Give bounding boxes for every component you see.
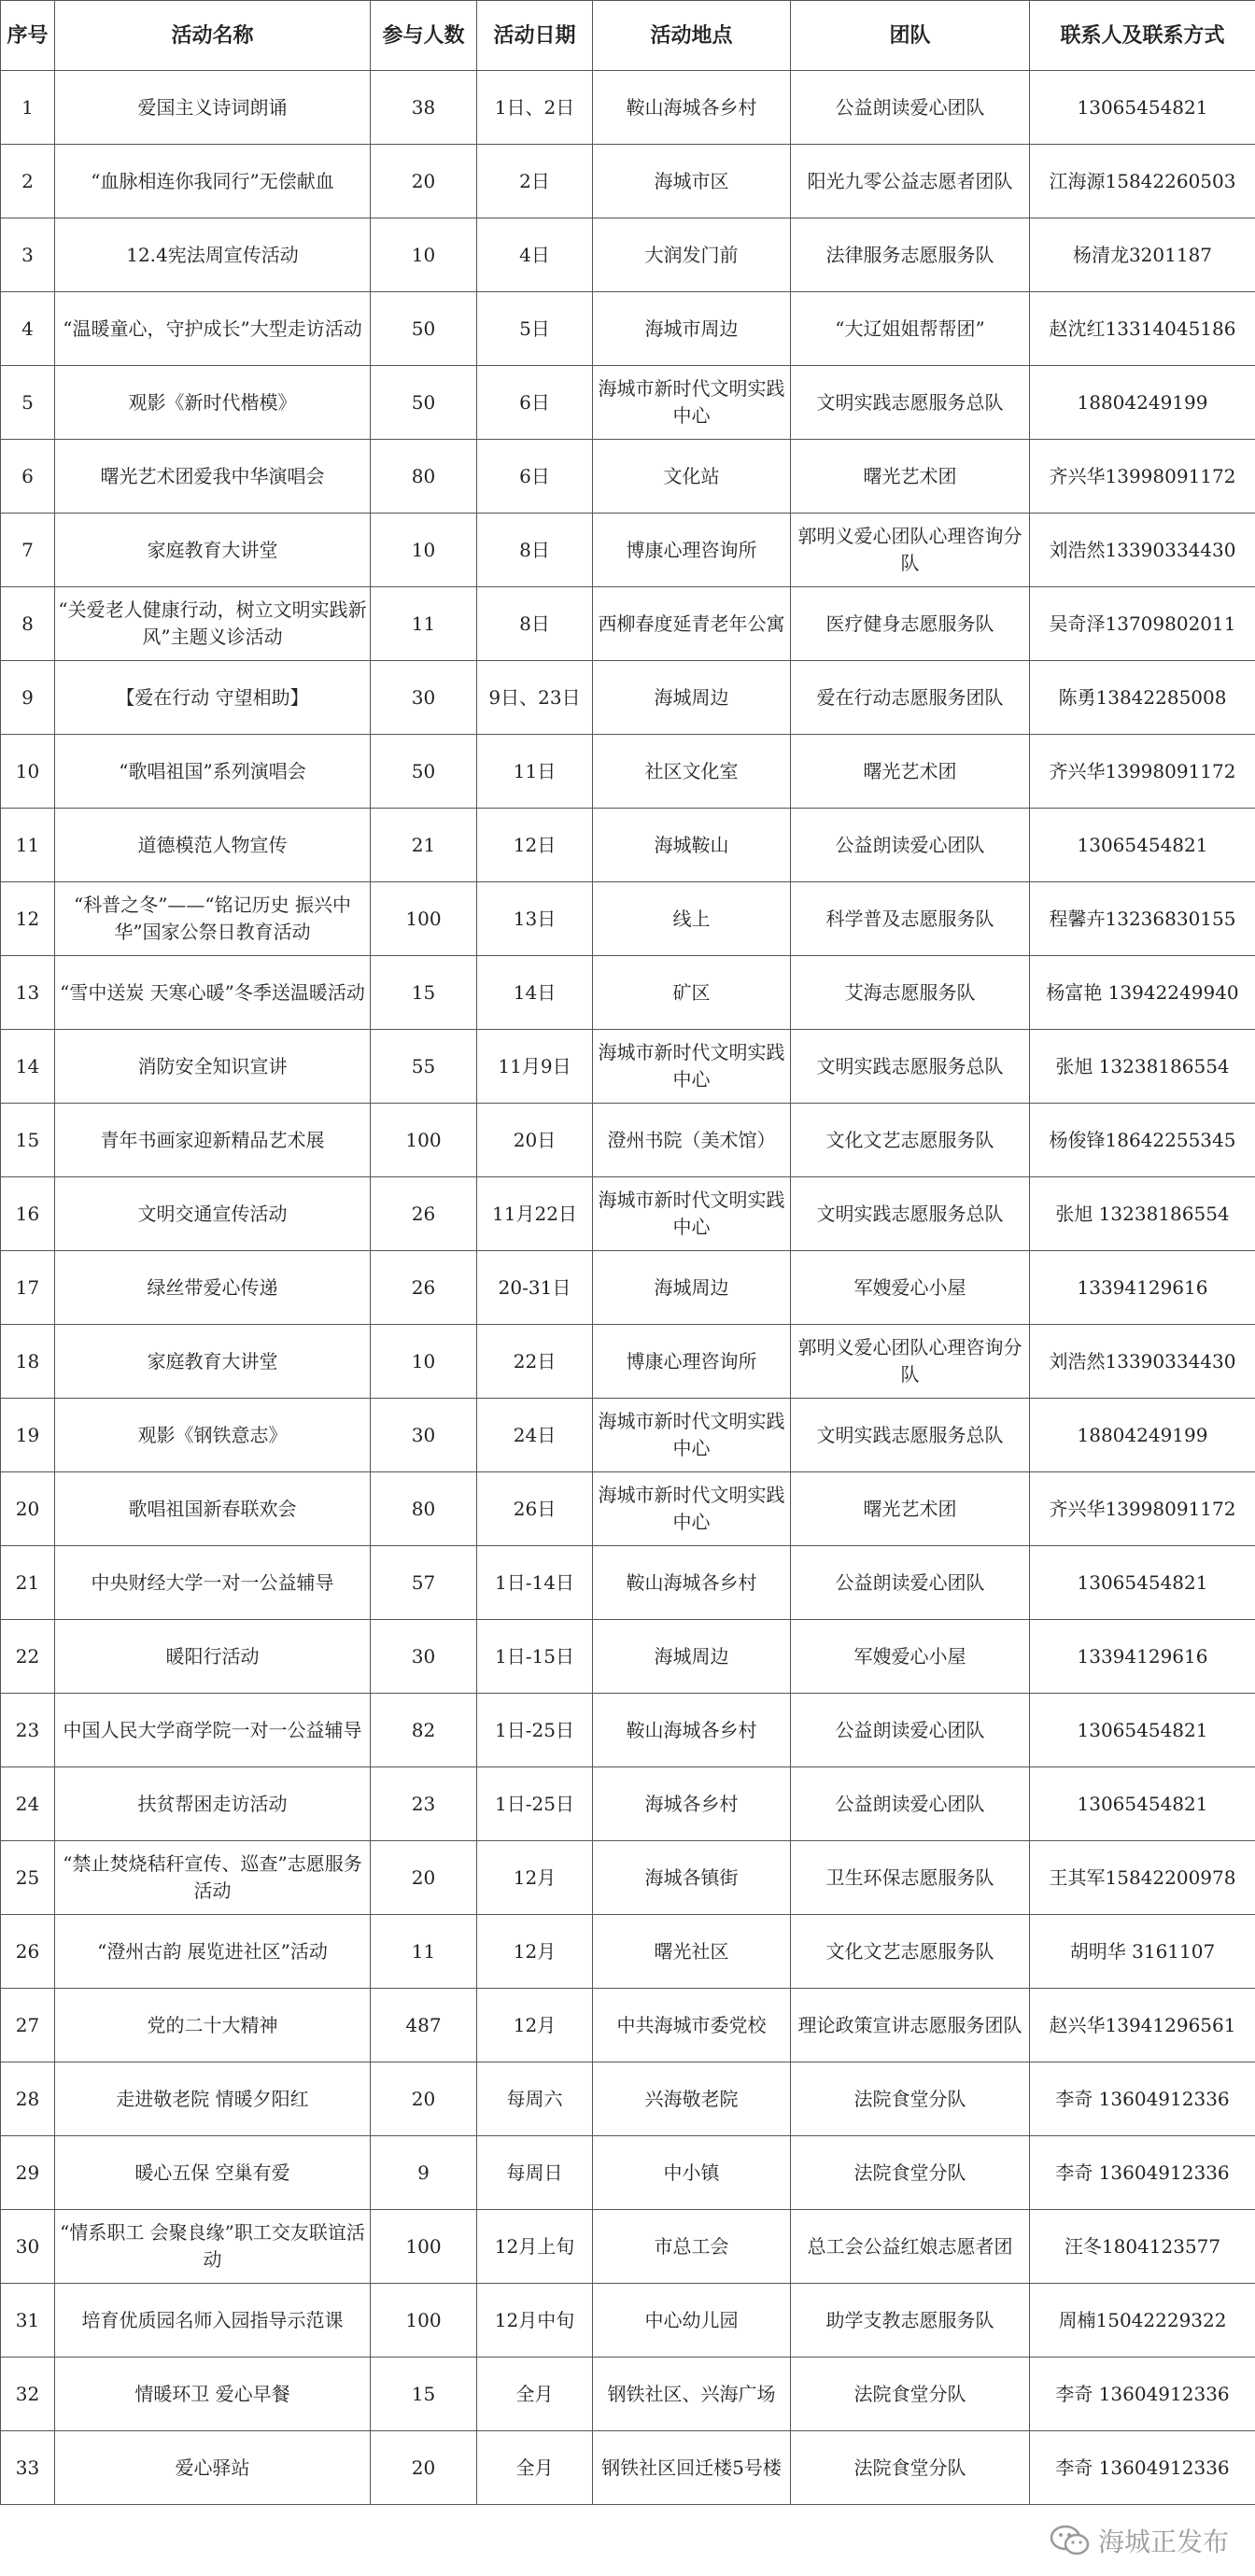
cell-activity-name: “科普之冬”——“铭记历史 振兴中华”国家公祭日教育活动 (55, 882, 371, 956)
cell-participants: 30 (371, 661, 477, 735)
cell-location: 海城市新时代文明实践中心 (593, 1472, 791, 1546)
table-row (1, 956, 1255, 1030)
table-row (1, 514, 1255, 587)
table-row (1, 366, 1255, 440)
cell-location: 市总工会 (593, 2210, 791, 2284)
table-body (1, 71, 1255, 2505)
cell-team: 郭明义爱心团队心理咨询分队 (791, 1325, 1030, 1399)
cell-participants: 9 (371, 2136, 477, 2210)
header-participants: 参与人数 (371, 1, 477, 71)
cell-participants: 487 (371, 1989, 477, 2062)
cell-team: 文化文艺志愿服务队 (791, 1915, 1030, 1989)
cell-activity-date: 12月上旬 (477, 2210, 593, 2284)
cell-activity-date: 24日 (477, 1399, 593, 1472)
table-row (1, 882, 1255, 956)
cell-team: 阳光九零公益志愿者团队 (791, 145, 1030, 218)
cell-participants: 20 (371, 2062, 477, 2136)
cell-contact: 汪冬1804123577 (1030, 2210, 1255, 2284)
table-row (1, 1251, 1255, 1325)
cell-activity-name: 爱国主义诗词朗诵 (55, 71, 371, 145)
cell-location: 中心幼儿园 (593, 2284, 791, 2358)
cell-location: 中共海城市委党校 (593, 1989, 791, 2062)
cell-row-index: 32 (1, 2358, 55, 2431)
cell-location: 海城市新时代文明实践中心 (593, 1399, 791, 1472)
cell-location: 社区文化室 (593, 735, 791, 809)
cell-activity-date: 11月22日 (477, 1177, 593, 1251)
cell-location: 海城市区 (593, 145, 791, 218)
table-row (1, 1177, 1255, 1251)
cell-participants: 26 (371, 1251, 477, 1325)
watermark-text: 海城正发布 (1097, 2527, 1229, 2557)
cell-contact: 李奇 13604912336 (1030, 2136, 1255, 2210)
cell-team: 公益朗读爱心团队 (791, 71, 1030, 145)
cell-row-index: 27 (1, 1989, 55, 2062)
cell-team: 曙光艺术团 (791, 1472, 1030, 1546)
cell-team: 公益朗读爱心团队 (791, 1767, 1030, 1841)
table-row (1, 2431, 1255, 2505)
cell-activity-name: 文明交通宣传活动 (55, 1177, 371, 1251)
cell-location: 海城周边 (593, 1620, 791, 1694)
cell-row-index: 21 (1, 1546, 55, 1620)
cell-activity-name: 【爱在行动 守望相助】 (55, 661, 371, 735)
cell-participants: 50 (371, 735, 477, 809)
cell-contact: 周楠15042229322 (1030, 2284, 1255, 2358)
cell-contact: 吴奇泽13709802011 (1030, 587, 1255, 661)
cell-location: 博康心理咨询所 (593, 1325, 791, 1399)
cell-participants: 100 (371, 882, 477, 956)
cell-activity-date: 6日 (477, 440, 593, 514)
cell-participants: 30 (371, 1399, 477, 1472)
cell-activity-name: 家庭教育大讲堂 (55, 1325, 371, 1399)
cell-row-index: 31 (1, 2284, 55, 2358)
cell-team: 法院食堂分队 (791, 2062, 1030, 2136)
header-row (1, 1, 1255, 71)
cell-contact: 王其军15842200978 (1030, 1841, 1255, 1915)
cell-team: 助学支教志愿服务队 (791, 2284, 1030, 2358)
cell-participants: 38 (371, 71, 477, 145)
cell-contact: 张旭 13238186554 (1030, 1030, 1255, 1104)
cell-activity-date: 8日 (477, 514, 593, 587)
cell-team: 文化文艺志愿服务队 (791, 1104, 1030, 1177)
cell-location: 海城市新时代文明实践中心 (593, 1177, 791, 1251)
cell-team: 公益朗读爱心团队 (791, 809, 1030, 882)
cell-activity-name: 消防安全知识宣讲 (55, 1030, 371, 1104)
header-index: 序号 (1, 1, 55, 71)
cell-row-index: 24 (1, 1767, 55, 1841)
cell-activity-date: 22日 (477, 1325, 593, 1399)
cell-participants: 30 (371, 1620, 477, 1694)
cell-contact: 刘浩然13390334430 (1030, 514, 1255, 587)
table-row (1, 1694, 1255, 1767)
cell-participants: 20 (371, 145, 477, 218)
cell-location: 海城周边 (593, 661, 791, 735)
cell-team: 文明实践志愿服务总队 (791, 366, 1030, 440)
cell-activity-name: “温暖童心，守护成长”大型走访活动 (55, 292, 371, 366)
cell-location: 大润发门前 (593, 218, 791, 292)
cell-contact: 赵沈红13314045186 (1030, 292, 1255, 366)
table-row (1, 661, 1255, 735)
cell-row-index: 20 (1, 1472, 55, 1546)
cell-activity-name: 绿丝带爱心传递 (55, 1251, 371, 1325)
cell-activity-name: 歌唱祖国新春联欢会 (55, 1472, 371, 1546)
table-row (1, 735, 1255, 809)
wechat-icon (1050, 2525, 1091, 2556)
cell-activity-name: “歌唱祖国”系列演唱会 (55, 735, 371, 809)
cell-participants: 10 (371, 514, 477, 587)
cell-activity-date: 13日 (477, 882, 593, 956)
cell-activity-date: 12月 (477, 1915, 593, 1989)
cell-row-index: 17 (1, 1251, 55, 1325)
cell-location: 线上 (593, 882, 791, 956)
cell-team: 医疗健身志愿服务队 (791, 587, 1030, 661)
cell-activity-name: “血脉相连你我同行”无偿献血 (55, 145, 371, 218)
cell-row-index: 16 (1, 1177, 55, 1251)
cell-row-index: 12 (1, 882, 55, 956)
cell-participants: 11 (371, 1915, 477, 1989)
cell-participants: 80 (371, 1472, 477, 1546)
cell-activity-date: 全月 (477, 2358, 593, 2431)
cell-row-index: 1 (1, 71, 55, 145)
cell-contact: 13065454821 (1030, 1767, 1255, 1841)
cell-row-index: 26 (1, 1915, 55, 1989)
cell-activity-date: 每周日 (477, 2136, 593, 2210)
cell-activity-name: 中央财经大学一对一公益辅导 (55, 1546, 371, 1620)
cell-contact: 李奇 13604912336 (1030, 2358, 1255, 2431)
cell-contact: 赵兴华13941296561 (1030, 1989, 1255, 2062)
cell-team: 军嫂爱心小屋 (791, 1251, 1030, 1325)
cell-location: 海城周边 (593, 1251, 791, 1325)
cell-participants: 15 (371, 2358, 477, 2431)
cell-location: 钢铁社区回迁楼5号楼 (593, 2431, 791, 2505)
cell-activity-date: 14日 (477, 956, 593, 1030)
cell-team: 法院食堂分队 (791, 2431, 1030, 2505)
cell-activity-date: 全月 (477, 2431, 593, 2505)
cell-activity-name: 党的二十大精神 (55, 1989, 371, 2062)
cell-row-index: 30 (1, 2210, 55, 2284)
cell-activity-name: 培育优质园名师入园指导示范课 (55, 2284, 371, 2358)
cell-location: 兴海敬老院 (593, 2062, 791, 2136)
cell-contact: 18804249199 (1030, 366, 1255, 440)
cell-activity-date: 26日 (477, 1472, 593, 1546)
cell-team: 公益朗读爱心团队 (791, 1694, 1030, 1767)
cell-participants: 50 (371, 366, 477, 440)
cell-activity-date: 12月 (477, 1841, 593, 1915)
table-row (1, 2210, 1255, 2284)
cell-row-index: 6 (1, 440, 55, 514)
cell-team: 总工会公益红娘志愿者团 (791, 2210, 1030, 2284)
table-row (1, 1399, 1255, 1472)
cell-contact: 胡明华 3161107 (1030, 1915, 1255, 1989)
cell-row-index: 19 (1, 1399, 55, 1472)
cell-activity-date: 1日-14日 (477, 1546, 593, 1620)
cell-activity-name: 情暖环卫 爱心早餐 (55, 2358, 371, 2431)
cell-row-index: 5 (1, 366, 55, 440)
cell-location: 海城市周边 (593, 292, 791, 366)
cell-activity-name: 观影《新时代楷模》 (55, 366, 371, 440)
cell-team: 艾海志愿服务队 (791, 956, 1030, 1030)
cell-team: 郭明义爱心团队心理咨询分队 (791, 514, 1030, 587)
cell-team: 公益朗读爱心团队 (791, 1546, 1030, 1620)
table-row (1, 71, 1255, 145)
header-date: 活动日期 (477, 1, 593, 71)
cell-location: 海城鞍山 (593, 809, 791, 882)
cell-activity-date: 1日-15日 (477, 1620, 593, 1694)
cell-location: 文化站 (593, 440, 791, 514)
table-row (1, 1841, 1255, 1915)
table-row (1, 2062, 1255, 2136)
cell-row-index: 4 (1, 292, 55, 366)
cell-contact: 13065454821 (1030, 71, 1255, 145)
cell-row-index: 3 (1, 218, 55, 292)
cell-location: 海城市新时代文明实践中心 (593, 366, 791, 440)
cell-contact: 13394129616 (1030, 1251, 1255, 1325)
table-row (1, 440, 1255, 514)
cell-location: 曙光社区 (593, 1915, 791, 1989)
cell-contact: 18804249199 (1030, 1399, 1255, 1472)
cell-row-index: 7 (1, 514, 55, 587)
cell-team: “大辽姐姐帮帮团” (791, 292, 1030, 366)
table-row (1, 2136, 1255, 2210)
cell-activity-date: 2日 (477, 145, 593, 218)
cell-activity-date: 11月9日 (477, 1030, 593, 1104)
table-row (1, 1620, 1255, 1694)
header-team: 团队 (791, 1, 1030, 71)
cell-activity-name: 家庭教育大讲堂 (55, 514, 371, 587)
cell-participants: 80 (371, 440, 477, 514)
cell-location: 博康心理咨询所 (593, 514, 791, 587)
cell-team: 卫生环保志愿服务队 (791, 1841, 1030, 1915)
cell-activity-name: 中国人民大学商学院一对一公益辅导 (55, 1694, 371, 1767)
cell-participants: 50 (371, 292, 477, 366)
cell-team: 理论政策宣讲志愿服务团队 (791, 1989, 1030, 2062)
table-row (1, 2358, 1255, 2431)
cell-row-index: 22 (1, 1620, 55, 1694)
cell-location: 鞍山海城各乡村 (593, 1546, 791, 1620)
cell-activity-date: 1日-25日 (477, 1767, 593, 1841)
cell-row-index: 2 (1, 145, 55, 218)
cell-row-index: 10 (1, 735, 55, 809)
cell-row-index: 23 (1, 1694, 55, 1767)
cell-contact: 杨俊锋18642255345 (1030, 1104, 1255, 1177)
cell-team: 文明实践志愿服务总队 (791, 1030, 1030, 1104)
cell-activity-date: 1日-25日 (477, 1694, 593, 1767)
cell-location: 澄州书院（美术馆） (593, 1104, 791, 1177)
cell-location: 钢铁社区、兴海广场 (593, 2358, 791, 2431)
cell-row-index: 29 (1, 2136, 55, 2210)
cell-location: 海城市新时代文明实践中心 (593, 1030, 791, 1104)
cell-contact: 程馨卉13236830155 (1030, 882, 1255, 956)
cell-contact: 张旭 13238186554 (1030, 1177, 1255, 1251)
cell-row-index: 8 (1, 587, 55, 661)
cell-activity-name: 道德模范人物宣传 (55, 809, 371, 882)
cell-contact: 齐兴华13998091172 (1030, 735, 1255, 809)
cell-team: 曙光艺术团 (791, 735, 1030, 809)
cell-contact: 齐兴华13998091172 (1030, 1472, 1255, 1546)
cell-participants: 55 (371, 1030, 477, 1104)
cell-activity-name: 12.4宪法周宣传活动 (55, 218, 371, 292)
cell-contact: 江海源15842260503 (1030, 145, 1255, 218)
cell-contact: 李奇 13604912336 (1030, 2431, 1255, 2505)
cell-team: 文明实践志愿服务总队 (791, 1177, 1030, 1251)
cell-activity-date: 12日 (477, 809, 593, 882)
cell-contact: 13065454821 (1030, 1546, 1255, 1620)
table-row (1, 587, 1255, 661)
cell-participants: 20 (371, 1841, 477, 1915)
table-row (1, 218, 1255, 292)
table-row (1, 292, 1255, 366)
cell-participants: 82 (371, 1694, 477, 1767)
cell-activity-date: 每周六 (477, 2062, 593, 2136)
table-row (1, 1325, 1255, 1399)
cell-row-index: 15 (1, 1104, 55, 1177)
cell-participants: 26 (371, 1177, 477, 1251)
table-row (1, 145, 1255, 218)
cell-activity-name: 曙光艺术团爱我中华演唱会 (55, 440, 371, 514)
cell-row-index: 28 (1, 2062, 55, 2136)
cell-activity-date: 9日、23日 (477, 661, 593, 735)
cell-location: 海城各镇街 (593, 1841, 791, 1915)
cell-activity-date: 1日、2日 (477, 71, 593, 145)
cell-row-index: 9 (1, 661, 55, 735)
table-row (1, 1472, 1255, 1546)
header-location: 活动地点 (593, 1, 791, 71)
cell-activity-date: 20日 (477, 1104, 593, 1177)
cell-location: 矿区 (593, 956, 791, 1030)
cell-activity-name: “雪中送炭 天寒心暖”冬季送温暖活动 (55, 956, 371, 1030)
cell-team: 爱在行动志愿服务团队 (791, 661, 1030, 735)
table-row (1, 1915, 1255, 1989)
cell-contact: 13065454821 (1030, 809, 1255, 882)
cell-team: 文明实践志愿服务总队 (791, 1399, 1030, 1472)
cell-participants: 100 (371, 1104, 477, 1177)
cell-location: 西柳春度延青老年公寓 (593, 587, 791, 661)
cell-activity-name: 暖心五保 空巢有爱 (55, 2136, 371, 2210)
table-row (1, 2284, 1255, 2358)
cell-location: 鞍山海城各乡村 (593, 71, 791, 145)
cell-activity-name: 暖阳行活动 (55, 1620, 371, 1694)
cell-participants: 10 (371, 1325, 477, 1399)
cell-activity-date: 8日 (477, 587, 593, 661)
cell-participants: 15 (371, 956, 477, 1030)
cell-activity-name: “关爱老人健康行动，树立文明实践新风”主题义诊活动 (55, 587, 371, 661)
header-activity-name: 活动名称 (55, 1, 371, 71)
table-row (1, 1546, 1255, 1620)
cell-activity-date: 5日 (477, 292, 593, 366)
cell-team: 曙光艺术团 (791, 440, 1030, 514)
cell-location: 海城各乡村 (593, 1767, 791, 1841)
cell-contact: 杨富艳 13942249940 (1030, 956, 1255, 1030)
cell-row-index: 13 (1, 956, 55, 1030)
cell-activity-name: 爱心驿站 (55, 2431, 371, 2505)
cell-row-index: 33 (1, 2431, 55, 2505)
cell-participants: 11 (371, 587, 477, 661)
cell-activity-name: 观影《钢铁意志》 (55, 1399, 371, 1472)
cell-contact: 13394129616 (1030, 1620, 1255, 1694)
cell-participants: 100 (371, 2210, 477, 2284)
table-row (1, 1030, 1255, 1104)
cell-participants: 20 (371, 2431, 477, 2505)
cell-activity-date: 11日 (477, 735, 593, 809)
cell-contact: 13065454821 (1030, 1694, 1255, 1767)
cell-activity-name: “情系职工 会聚良缘”职工交友联谊活动 (55, 2210, 371, 2284)
cell-contact: 刘浩然13390334430 (1030, 1325, 1255, 1399)
cell-participants: 100 (371, 2284, 477, 2358)
cell-row-index: 18 (1, 1325, 55, 1399)
table-row (1, 1104, 1255, 1177)
cell-contact: 李奇 13604912336 (1030, 2062, 1255, 2136)
cell-activity-name: “澄州古韵 展览进社区”活动 (55, 1915, 371, 1989)
cell-location: 中小镇 (593, 2136, 791, 2210)
table-row (1, 1989, 1255, 2062)
cell-participants: 23 (371, 1767, 477, 1841)
cell-activity-date: 20-31日 (477, 1251, 593, 1325)
cell-activity-date: 4日 (477, 218, 593, 292)
cell-activity-name: 走进敬老院 情暖夕阳红 (55, 2062, 371, 2136)
cell-contact: 齐兴华13998091172 (1030, 440, 1255, 514)
cell-location: 鞍山海城各乡村 (593, 1694, 791, 1767)
cell-contact: 杨清龙3201187 (1030, 218, 1255, 292)
cell-row-index: 25 (1, 1841, 55, 1915)
cell-team: 法院食堂分队 (791, 2358, 1030, 2431)
cell-team: 法律服务志愿服务队 (791, 218, 1030, 292)
cell-participants: 10 (371, 218, 477, 292)
table-row (1, 1767, 1255, 1841)
cell-activity-name: “禁止焚烧秸秆宣传、巡查”志愿服务活动 (55, 1841, 371, 1915)
cell-team: 军嫂爱心小屋 (791, 1620, 1030, 1694)
cell-row-index: 14 (1, 1030, 55, 1104)
cell-activity-date: 6日 (477, 366, 593, 440)
cell-activity-date: 12月中旬 (477, 2284, 593, 2358)
table-row (1, 809, 1255, 882)
cell-participants: 21 (371, 809, 477, 882)
cell-activity-name: 扶贫帮困走访活动 (55, 1767, 371, 1841)
cell-team: 法院食堂分队 (791, 2136, 1030, 2210)
cell-activity-name: 青年书画家迎新精品艺术展 (55, 1104, 371, 1177)
cell-participants: 57 (371, 1546, 477, 1620)
cell-team: 科学普及志愿服务队 (791, 882, 1030, 956)
cell-activity-date: 12月 (477, 1989, 593, 2062)
header-contact: 联系人及联系方式 (1030, 1, 1255, 71)
cell-contact: 陈勇13842285008 (1030, 661, 1255, 735)
cell-row-index: 11 (1, 809, 55, 882)
watermark (1050, 2522, 1229, 2559)
